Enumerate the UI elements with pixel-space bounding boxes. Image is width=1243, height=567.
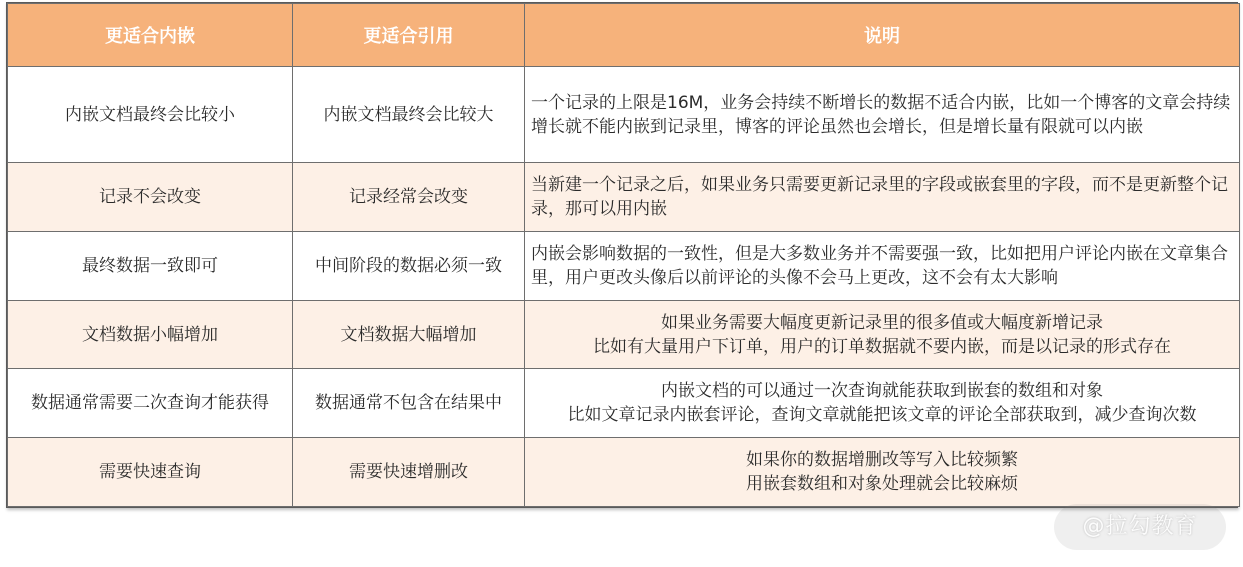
note-line: 内嵌文档的可以通过一次查询就能获取到嵌套的数组和对象 [661,381,1103,401]
cell-reference: 文档数据大幅增加 [293,301,525,369]
cell-note [525,369,1240,438]
cell-reference: 中间阶段的数据必须一致 [293,232,525,301]
cell-note: 内嵌会影响数据的一致性，但是大多数业务并不需要强一致，比如把用户评论内嵌在文章集合里，用户更改头像后以前评论的头像不会马上更改，这不会有太大影响 [525,232,1240,301]
note-line: 如果业务需要大幅度更新记录里的很多值或大幅度新增记录 [661,312,1103,333]
note-line: 用嵌套数组和对象处理就会比较麻烦 [746,474,1018,494]
cell-reference: 需要快速增删改 [293,438,525,507]
watermark-logo: @拉勾教育 [1054,504,1226,550]
cell-embed: 需要快速查询 [8,438,293,507]
cell-note: 当新建一个记录之后，如果业务只需要更新记录里的字段或嵌套里的字段，而不是更新整个记录，那可以用内嵌 [525,163,1240,232]
cell-reference: 记录经常会改变 [293,163,525,232]
table-row [8,232,1240,301]
cell-reference: 内嵌文档最终会比较大 [293,67,525,163]
header-reference: 更适合引用 [293,4,525,67]
cell-reference: 数据通常不包含在结果中 [293,369,525,438]
header-note: 说明 [525,4,1240,67]
comparison-table [7,3,1240,507]
table-row [8,438,1240,507]
comparison-table-container [6,2,1238,508]
cell-embed: 文档数据小幅增加 [8,301,293,369]
table-row [8,163,1240,232]
table-header-row [8,4,1240,67]
table-row [8,369,1240,438]
cell-embed: 内嵌文档最终会比较小 [8,67,293,163]
cell-embed: 最终数据一致即可 [8,232,293,301]
cell-note [525,438,1240,507]
cell-embed: 记录不会改变 [8,163,293,232]
note-line: 比如文章记录内嵌套评论，查询文章就能把该文章的评论全部获取到，减少查询次数 [567,405,1197,425]
cell-embed: 数据通常需要二次查询才能获得 [8,369,293,438]
cell-note: 一个记录的上限是16M，业务会持续不断增长的数据不适合内嵌，比如一个博客的文章会持续增长就不能内嵌到记录里，博客的评论虽然也会增长，但是增长量有限就可以内嵌 [525,67,1240,163]
note-line: 如果你的数据增删改等写入比较频繁 [746,450,1018,470]
note-line: 比如有大量用户下订单，用户的订单数据就不要内嵌，而是以记录的形式存在 [593,336,1171,357]
table-row [8,67,1240,163]
table-row [8,301,1240,369]
cell-note [525,301,1240,369]
header-embed: 更适合内嵌 [8,4,293,67]
